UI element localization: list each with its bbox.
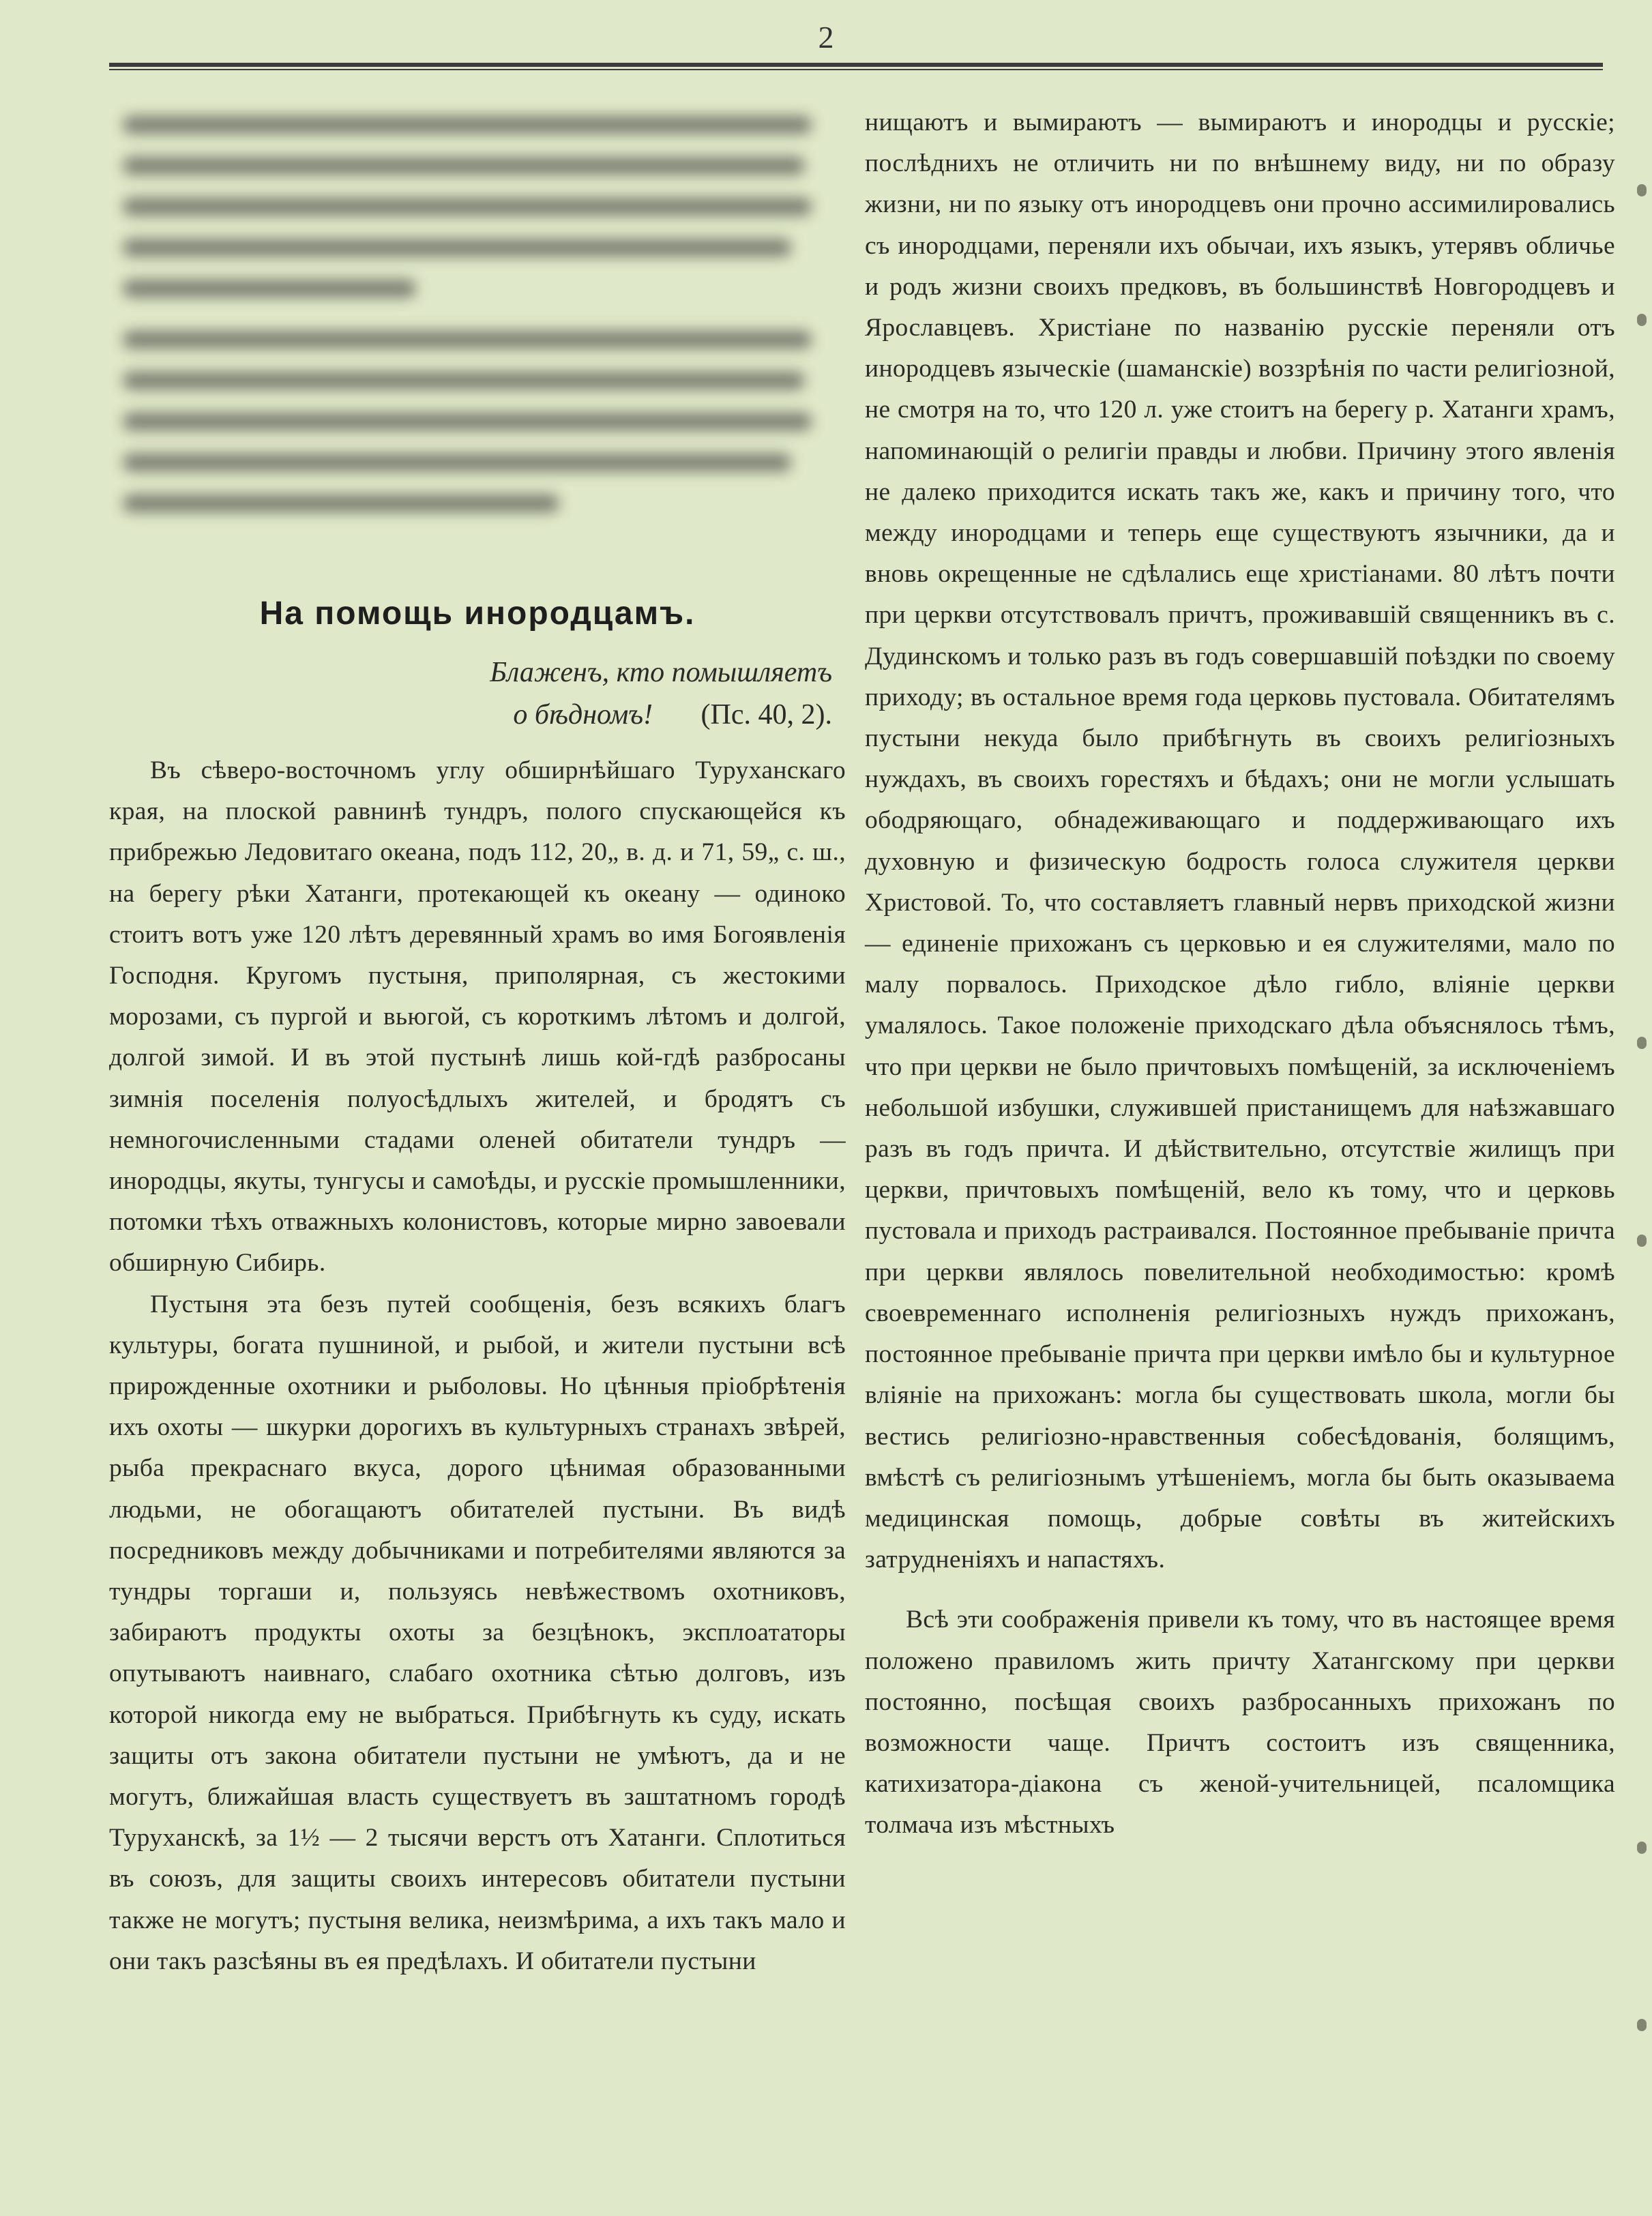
- left-paragraph-2: Пустыня эта безъ путей сообщенія, безъ всякихъ благъ культуры, богата пушниной, и рыбой, и жители пустыни всѣ прирожденные охотники и рыболовы. Но цѣнныя пріобрѣтенія ихъ охоты — шкурки дорогихъ въ культурныхъ странахъ звѣрей, рыба прекраснаго вкуса, дорого цѣнимая образованными людьми, не обогащаютъ обитателей пустыни. Въ видѣ посредниковъ между добычниками и потребителями являются за тундры торгаши и, пользуясь невѣжествомъ охотниковъ, забираютъ продукты охоты за безцѣнокъ, эксплоататоры опутываютъ наивнаго, слабаго охотника сѣтью долговъ, изъ которой никогда ему не выбраться. Прибѣгнуть къ суду, искать защиты отъ закона обитатели пустыни не умѣютъ, да и не могутъ, ближайшая власть существуетъ въ заштатномъ городѣ Туруханскѣ, за 1½ — 2 тысячи верстъ отъ Хатанги. Сплотиться въ союзъ, для защиты своихъ интересовъ обитатели пустыни также не могутъ; пустыня велика, неизмѣрима, а ихъ такъ мало и они такъ разсѣяны въ ея предѣлахъ. И обитатели пустыни: [109, 1290, 846, 1975]
- epigraph-line-1: Блаженъ, кто помышляетъ: [490, 657, 832, 688]
- article-title: На помощь инородцамъ.: [259, 595, 696, 632]
- epigraph-reference: (Пс. 40, 2).: [700, 699, 832, 730]
- left-paragraph-1: Въ сѣверо-восточномъ углу обширнѣйшаго Туруханскаго края, на плоской равнинѣ тундръ, полого спускающейся къ прибрежью Ледовитаго океана, подъ 112, 20„ в. д. и 71, 59„ с. ш., на берегу рѣки Хатанги, протекающей къ океану — одиноко стоитъ вотъ уже 120 лѣтъ деревянный храмъ во имя Богоявленія Господня. Кругомъ пустыня, приполярная, съ жестокими морозами, съ пургой и вьюгой, съ короткимъ лѣтомъ и долгой, долгой зимой. И въ этой пустынѣ лишь кой-гдѣ разбросаны зимнія поселенія полуосѣдлыхъ жителей, и бродятъ съ немногочисленными стадами оленей обитатели тундръ — инородцы, якуты, тунгусы и самоѣды, и русскіе промышленники, потомки тѣхъ отважныхъ колонистовъ, которые мирно завоевали обширную Сибирь.: [109, 756, 846, 1277]
- edge-mark: [1637, 2019, 1647, 2031]
- redacted-text-block: [123, 102, 825, 525]
- edge-mark: [1637, 1235, 1647, 1247]
- page-number: 2: [818, 20, 834, 55]
- edge-mark: [1637, 314, 1647, 326]
- edge-mark: [1637, 1037, 1647, 1049]
- header-rule-thin: [109, 69, 1603, 70]
- header-rule: [109, 63, 1603, 67]
- epigraph: [382, 651, 832, 736]
- right-paragraph-2: Всѣ эти соображенія привели къ тому, что въ настоящее время положено правиломъ жить причту Хатангскому при церкви постоянно, посѣщая своихъ разбросанныхъ прихожанъ по возможности чаще. Причтъ состоитъ изъ священника, катихизатора-діакона съ женой-учительницей, псаломщика толмача изъ мѣстныхъ: [865, 1606, 1615, 1840]
- left-column: [109, 750, 846, 1982]
- right-column: [865, 102, 1615, 1846]
- edge-mark: [1637, 1842, 1647, 1854]
- right-paragraph-1: нищаютъ и вымираютъ — вымираютъ и инородцы и русскіе; послѣднихъ не отличить ни по внѣшнему виду, ни по образу жизни, ни по языку отъ инородцевъ они прочно ассимилировались съ инородцами, переняли ихъ обычаи, ихъ языкъ, утерявъ обличье и родъ жизни своихъ предковъ, въ большинствѣ Новгородцевъ и Ярославцевъ. Христіане по названію русскіе переняли отъ инородцевъ языческіе (шаманскіе) воззрѣнія по части религіозной, не смотря на то, что 120 л. уже стоитъ на берегу р. Хатанги храмъ, напоминающій о религіи правды и любви. Причину этого явленія не далеко приходится искать такъ же, какъ и причину того, что между инородцами и теперь еще существуютъ язычники, да и вновь окрещенные не сдѣлались еще христіанами. 80 лѣтъ почти при церкви отсутствовалъ причтъ, проживавшій священникъ въ с. Дудинскомъ и только разъ въ годъ совершавшій поѣздки по своему приходу; въ остальное время года церковь пустовала. Обитателямъ пустыни некуда было прибѣгнуть въ своихъ религіозныхъ нуждахъ, въ своихъ горестяхъ и бѣдахъ; они не могли услышать ободряющаго, обнадеживающаго и поддерживающаго ихъ духовную и физическую бодрость голоса служителя церкви Христовой. То, что составляетъ главный нервъ приходской жизни — единеніе прихожанъ съ церковью и ея служителями, мало по малу порвалось. Приходское дѣло гибло, вліяніе церкви умалялось. Такое положеніе приходскаго дѣла объяснялось тѣмъ, что при церкви не было причтовыхъ помѣщеній, за исключеніемъ небольшой избушки, служившей пристанищемъ для наѣзжавшаго разъ въ годъ причта. И дѣйствительно, отсутствіе жилищъ при церкви, причтовыхъ помѣщеній, вело къ тому, что и церковь пустовала и приходъ растраивался. Постоянное пребываніе причта при церкви являлось повелительной необходимостью: кромѣ своевременнаго исполненія религіозныхъ нуждъ прихожанъ, постоянное пребываніе причта при церкви имѣло бы и культурное вліяніе на прихожанъ: могла бы существовать школа, могли бы вестись религіозно-нравственныя собесѣдованія, болящимъ, вмѣстѣ съ религіознымъ утѣшеніемъ, могла бы быть оказываема медицинская помощь, добрые совѣты въ житейскихъ затрудненіяхъ и напастяхъ.: [865, 108, 1615, 1574]
- epigraph-line-2: о бѣдномъ!: [513, 699, 653, 730]
- edge-mark: [1637, 184, 1647, 196]
